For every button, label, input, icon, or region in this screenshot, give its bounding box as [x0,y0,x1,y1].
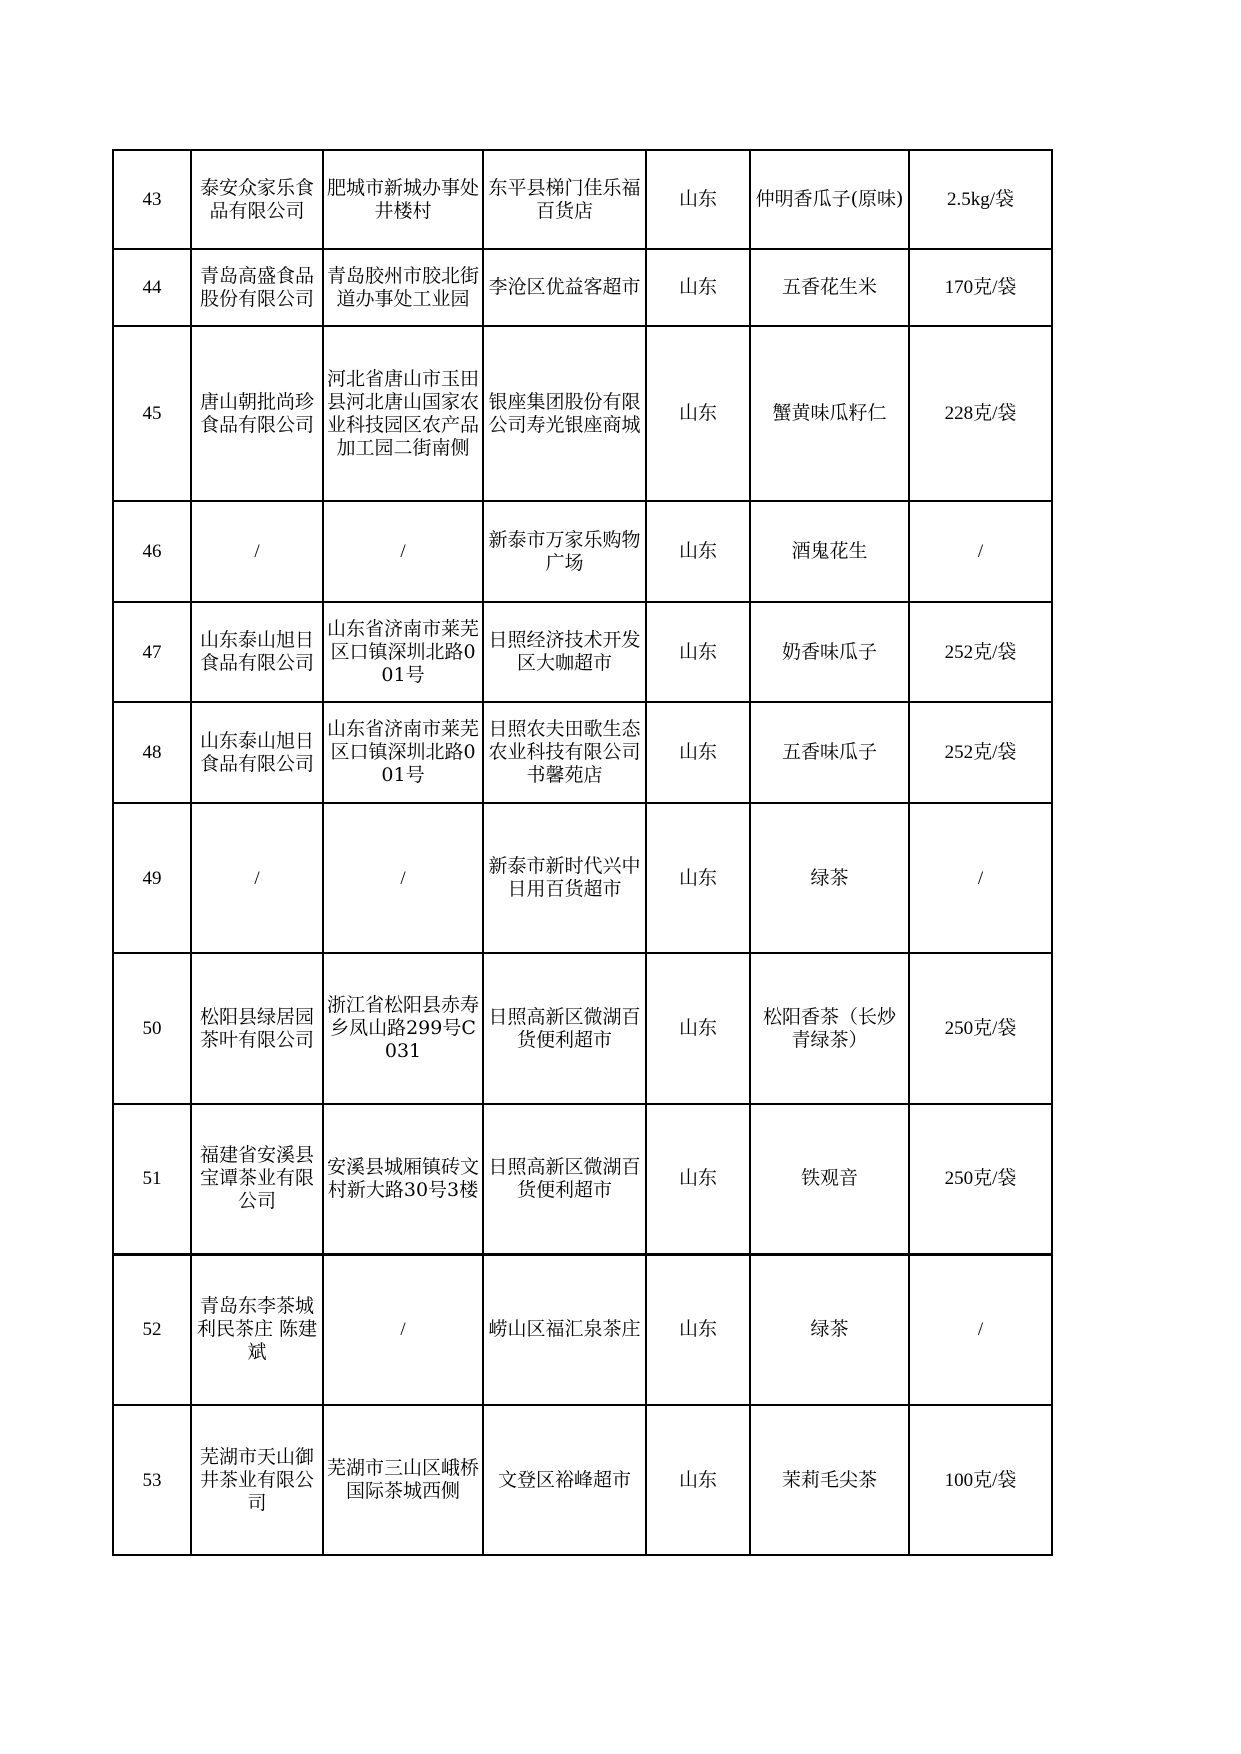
table-row [113,150,1052,249]
cell-seller: 日照高新区微湖百货便利超市 [483,953,646,1104]
cell-product: 奶香味瓜子 [750,602,909,702]
cell-seller: 东平县梯门佳乐福百货店 [483,150,646,249]
cell-spec: 170克/袋 [909,249,1052,326]
cell-producer: 唐山朝批尚珍食品有限公司 [191,326,323,501]
cell-product: 蟹黄味瓜籽仁 [750,326,909,501]
cell-producer: / [191,803,323,953]
cell-seller: 文登区裕峰超市 [483,1405,646,1555]
cell-seller: 日照高新区微湖百货便利超市 [483,1104,646,1254]
cell-no: 53 [113,1405,191,1555]
table-row [113,803,1052,953]
cell-seller: 新泰市万家乐购物广场 [483,501,646,602]
cell-province: 山东 [646,501,750,602]
cell-producer-address: 河北省唐山市玉田县河北唐山国家农业科技园区农产品加工园二街南侧 [323,326,483,501]
cell-province: 山东 [646,803,750,953]
table-row [113,1104,1052,1254]
cell-producer-address: 浙江省松阳县赤寿乡凤山路299号C031 [323,953,483,1104]
cell-no: 44 [113,249,191,326]
cell-no: 51 [113,1104,191,1254]
cell-producer-address: 安溪县城厢镇砖文村新大路30号3楼 [323,1104,483,1254]
cell-seller: 李沧区优益客超市 [483,249,646,326]
cell-province: 山东 [646,1405,750,1555]
cell-province: 山东 [646,1104,750,1254]
cell-spec: / [909,501,1052,602]
cell-producer: 福建省安溪县宝谭茶业有限公司 [191,1104,323,1254]
cell-province: 山东 [646,249,750,326]
cell-seller: 银座集团股份有限公司寿光银座商城 [483,326,646,501]
cell-product: 五香味瓜子 [750,702,909,803]
cell-province: 山东 [646,1254,750,1405]
cell-producer: 山东泰山旭日食品有限公司 [191,702,323,803]
cell-province: 山东 [646,602,750,702]
table-row [113,1405,1052,1555]
table-row [113,326,1052,501]
table-row [113,249,1052,326]
cell-no: 48 [113,702,191,803]
table-row [113,1254,1052,1405]
cell-spec: 252克/袋 [909,602,1052,702]
cell-producer: 芜湖市天山御井茶业有限公司 [191,1405,323,1555]
cell-producer-address: / [323,501,483,602]
cell-spec: 250克/袋 [909,953,1052,1104]
cell-no: 49 [113,803,191,953]
cell-spec: 252克/袋 [909,702,1052,803]
cell-producer-address: 青岛胶州市胶北街道办事处工业园 [323,249,483,326]
cell-product: 绿茶 [750,803,909,953]
cell-seller: 日照农夫田歌生态农业科技有限公司书馨苑店 [483,702,646,803]
cell-producer-address: 芜湖市三山区峨桥国际茶城西侧 [323,1405,483,1555]
cell-no: 50 [113,953,191,1104]
cell-province: 山东 [646,953,750,1104]
cell-no: 52 [113,1254,191,1405]
cell-spec: 250克/袋 [909,1104,1052,1254]
cell-spec: / [909,1254,1052,1405]
cell-product: 绿茶 [750,1254,909,1405]
cell-product: 五香花生米 [750,249,909,326]
cell-producer: 松阳县绿居园茶叶有限公司 [191,953,323,1104]
cell-product: 仲明香瓜子(原味) [750,150,909,249]
cell-producer: 泰安众家乐食品有限公司 [191,150,323,249]
cell-spec: 2.5kg/袋 [909,150,1052,249]
table-row [113,602,1052,702]
cell-producer-address: 山东省济南市莱芜区口镇深圳北路001号 [323,702,483,803]
cell-producer: 青岛高盛食品股份有限公司 [191,249,323,326]
cell-seller: 新泰市新时代兴中日用百货超市 [483,803,646,953]
cell-producer-address: / [323,803,483,953]
sampling-table [112,149,1053,1556]
table-row [113,702,1052,803]
cell-product: 松阳香茶（长炒青绿茶） [750,953,909,1104]
cell-spec: / [909,803,1052,953]
cell-product: 茉莉毛尖茶 [750,1405,909,1555]
cell-no: 43 [113,150,191,249]
cell-product: 酒鬼花生 [750,501,909,602]
cell-producer-address: 肥城市新城办事处井楼村 [323,150,483,249]
cell-producer: 山东泰山旭日食品有限公司 [191,602,323,702]
cell-no: 45 [113,326,191,501]
cell-producer: / [191,501,323,602]
cell-seller: 日照经济技术开发区大咖超市 [483,602,646,702]
cell-province: 山东 [646,702,750,803]
cell-seller: 崂山区福汇泉茶庄 [483,1254,646,1405]
cell-no: 47 [113,602,191,702]
cell-producer-address: / [323,1254,483,1405]
cell-product: 铁观音 [750,1104,909,1254]
cell-province: 山东 [646,326,750,501]
cell-producer: 青岛东李茶城利民茶庄 陈建斌 [191,1254,323,1405]
cell-spec: 100克/袋 [909,1405,1052,1555]
cell-producer-address: 山东省济南市莱芜区口镇深圳北路001号 [323,602,483,702]
cell-spec: 228克/袋 [909,326,1052,501]
table-row [113,501,1052,602]
table-row [113,953,1052,1104]
cell-no: 46 [113,501,191,602]
cell-province: 山东 [646,150,750,249]
